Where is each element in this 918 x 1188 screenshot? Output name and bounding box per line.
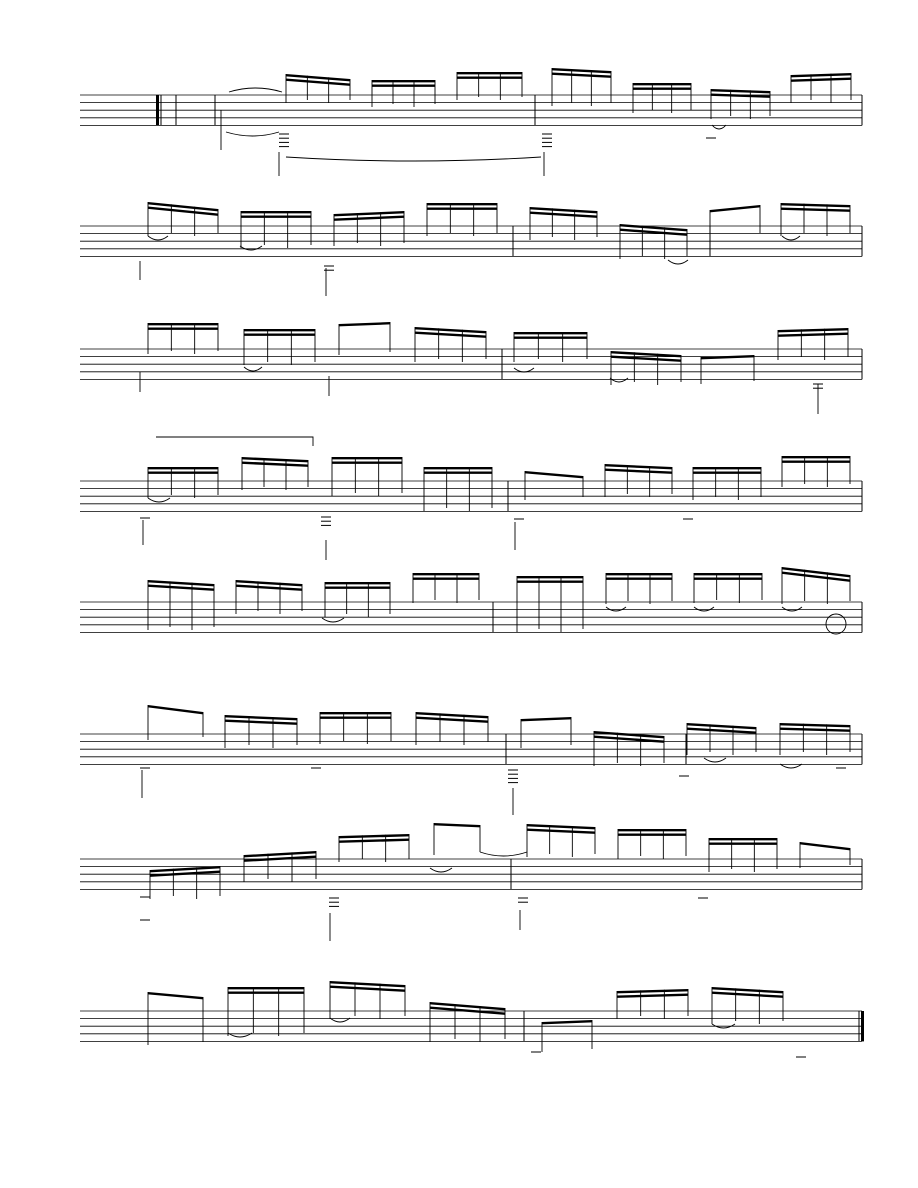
beam bbox=[424, 467, 492, 469]
beamed-note-group bbox=[606, 573, 672, 604]
beam bbox=[778, 333, 848, 337]
staff-1 bbox=[80, 95, 862, 125]
beam bbox=[339, 322, 390, 326]
beam bbox=[372, 80, 435, 82]
beam bbox=[781, 203, 850, 207]
beam bbox=[694, 578, 762, 580]
beamed-note-group bbox=[525, 471, 583, 500]
beamed-note-group bbox=[413, 573, 479, 603]
beam bbox=[225, 715, 297, 720]
slur bbox=[244, 367, 262, 371]
beam bbox=[517, 581, 583, 583]
beam bbox=[225, 720, 297, 725]
staff-2 bbox=[80, 226, 862, 256]
beam bbox=[693, 472, 761, 474]
beam bbox=[780, 728, 850, 732]
beam bbox=[320, 717, 391, 719]
beamed-note-group bbox=[594, 731, 664, 766]
beam bbox=[633, 83, 691, 85]
beam bbox=[617, 994, 688, 998]
beam bbox=[427, 208, 497, 210]
beam bbox=[228, 992, 304, 994]
staff-4 bbox=[80, 481, 862, 511]
beam bbox=[457, 72, 522, 74]
beamed-note-group bbox=[617, 989, 688, 1019]
slur bbox=[668, 260, 688, 264]
beamed-note-group bbox=[618, 829, 686, 859]
slur bbox=[229, 88, 282, 92]
beam bbox=[605, 469, 672, 474]
slur bbox=[148, 498, 170, 502]
beamed-note-group bbox=[225, 715, 297, 748]
beam bbox=[693, 467, 761, 469]
slur bbox=[704, 758, 726, 762]
beamed-note-group bbox=[148, 705, 203, 740]
beam bbox=[618, 829, 686, 831]
beam bbox=[552, 68, 611, 73]
beam bbox=[552, 73, 611, 78]
beam bbox=[525, 471, 583, 478]
beamed-note-group bbox=[236, 580, 302, 614]
beamed-note-group bbox=[694, 573, 762, 603]
slur bbox=[782, 236, 800, 240]
beam bbox=[148, 467, 218, 469]
beam bbox=[514, 337, 587, 339]
beam bbox=[242, 462, 308, 467]
beam bbox=[241, 211, 311, 213]
beamed-note-group bbox=[527, 824, 595, 857]
slur bbox=[322, 618, 344, 622]
beam bbox=[334, 216, 404, 221]
beamed-note-group bbox=[552, 68, 611, 106]
beam bbox=[332, 462, 402, 464]
beam bbox=[791, 73, 851, 77]
beamed-note-group bbox=[687, 723, 756, 755]
slur bbox=[148, 236, 168, 240]
beamed-note-group bbox=[611, 351, 681, 385]
beamed-note-group bbox=[150, 866, 220, 899]
beam bbox=[605, 464, 672, 469]
beamed-note-group bbox=[605, 464, 672, 497]
beam bbox=[325, 582, 390, 584]
beam bbox=[413, 578, 479, 580]
beam bbox=[457, 77, 522, 79]
beam bbox=[780, 723, 850, 727]
beamed-note-group bbox=[542, 1020, 592, 1052]
beamed-note-group bbox=[791, 73, 851, 103]
beamed-note-group bbox=[334, 211, 404, 246]
beam bbox=[517, 576, 583, 578]
slur bbox=[782, 607, 802, 611]
beam bbox=[413, 573, 479, 575]
beam bbox=[782, 456, 850, 458]
beam bbox=[521, 717, 571, 721]
beamed-note-group bbox=[325, 582, 390, 617]
beam bbox=[618, 834, 686, 836]
slur bbox=[606, 607, 626, 611]
beam bbox=[527, 829, 595, 834]
beamed-note-group bbox=[710, 205, 760, 236]
beamed-note-group bbox=[530, 207, 597, 240]
beam bbox=[617, 989, 688, 993]
beam bbox=[320, 712, 391, 714]
beamed-note-group bbox=[711, 89, 770, 119]
beam bbox=[791, 78, 851, 82]
beam bbox=[606, 573, 672, 575]
slur bbox=[226, 132, 279, 136]
slur bbox=[240, 246, 262, 250]
staff-3 bbox=[80, 349, 862, 379]
beam bbox=[800, 842, 850, 850]
beam bbox=[334, 211, 404, 216]
beam bbox=[778, 328, 848, 332]
staff-6 bbox=[80, 734, 862, 764]
start-double-barline bbox=[156, 95, 159, 125]
beam bbox=[782, 461, 850, 463]
beam bbox=[711, 94, 770, 98]
beam bbox=[332, 457, 402, 459]
beam bbox=[606, 578, 672, 580]
beam bbox=[709, 843, 777, 845]
beam bbox=[228, 987, 304, 989]
beamed-note-group bbox=[430, 1002, 505, 1042]
beamed-note-group bbox=[241, 211, 311, 248]
beam bbox=[542, 1020, 592, 1024]
beam bbox=[325, 587, 390, 589]
beamed-note-group bbox=[332, 457, 402, 496]
beamed-note-group bbox=[320, 712, 391, 744]
staff-5 bbox=[80, 602, 862, 632]
beam bbox=[424, 472, 492, 474]
tuplet-bracket bbox=[156, 437, 313, 446]
beam bbox=[427, 203, 497, 205]
beamed-note-group bbox=[434, 823, 480, 855]
beamed-note-group bbox=[780, 723, 850, 755]
beam bbox=[241, 216, 311, 218]
beam bbox=[701, 355, 754, 359]
beam bbox=[148, 472, 218, 474]
staves bbox=[80, 95, 864, 1041]
beamed-note-group bbox=[693, 467, 761, 500]
beam bbox=[244, 334, 315, 336]
beam bbox=[339, 834, 409, 838]
beamed-note-group bbox=[778, 328, 848, 360]
beamed-note-group bbox=[781, 203, 850, 236]
beam bbox=[694, 573, 762, 575]
beamed-note-group bbox=[242, 457, 308, 490]
beamed-note-group bbox=[800, 842, 850, 868]
notation-marks bbox=[140, 68, 851, 1057]
beamed-note-group bbox=[148, 467, 218, 498]
beamed-note-group bbox=[457, 72, 522, 100]
slur bbox=[694, 607, 714, 611]
beamed-note-group bbox=[782, 456, 850, 487]
beamed-note-group bbox=[244, 329, 315, 365]
beamed-note-group bbox=[228, 987, 304, 1036]
beamed-note-group bbox=[339, 834, 409, 862]
beamed-note-group bbox=[148, 580, 214, 630]
beamed-note-group bbox=[339, 322, 390, 355]
beam bbox=[711, 89, 770, 93]
beam bbox=[148, 705, 203, 714]
beam bbox=[527, 824, 595, 829]
beam bbox=[633, 88, 691, 90]
beam bbox=[148, 992, 203, 999]
beam bbox=[709, 838, 777, 840]
beamed-note-group bbox=[517, 576, 583, 632]
beamed-note-group bbox=[521, 717, 571, 748]
beamed-note-group bbox=[330, 981, 405, 1019]
final-barline-thick bbox=[861, 1011, 864, 1041]
beamed-note-group bbox=[514, 332, 587, 362]
beam bbox=[710, 205, 760, 212]
slur bbox=[610, 378, 628, 382]
beam bbox=[244, 329, 315, 331]
beamed-note-group bbox=[148, 202, 218, 236]
beamed-note-group bbox=[427, 203, 497, 236]
beam bbox=[148, 207, 218, 216]
beam bbox=[148, 328, 218, 330]
beam bbox=[148, 323, 218, 325]
slur bbox=[430, 868, 452, 872]
beamed-note-group bbox=[633, 83, 691, 113]
beamed-note-group bbox=[286, 74, 350, 103]
slur bbox=[480, 852, 527, 856]
staff-7 bbox=[80, 859, 862, 889]
beamed-note-group bbox=[416, 712, 488, 745]
beam bbox=[514, 332, 587, 334]
beam bbox=[372, 85, 435, 87]
beam bbox=[242, 457, 308, 462]
slur bbox=[286, 157, 541, 161]
beamed-note-group bbox=[782, 567, 850, 604]
staff-8 bbox=[80, 1011, 864, 1041]
beam bbox=[148, 202, 218, 211]
beam bbox=[434, 823, 480, 827]
beam bbox=[781, 208, 850, 212]
beam bbox=[339, 839, 409, 843]
